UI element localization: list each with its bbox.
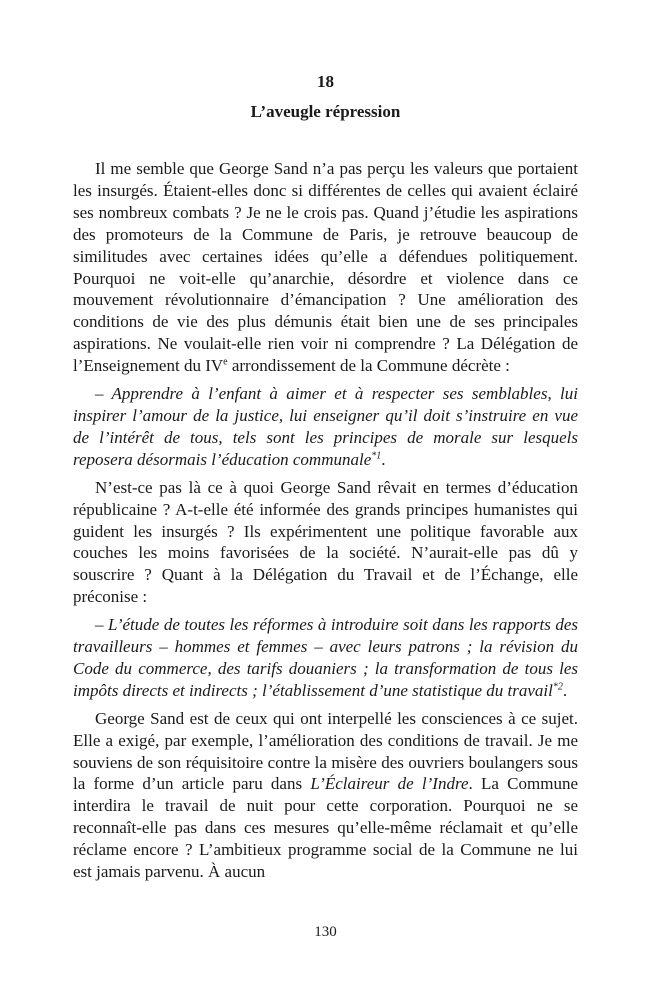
paragraph-2: N’est-ce pas là ce à quoi George Sand rêvait en termes d’éducation républicaine ? A-t-elle été informée des grands principes humanistes qui guident les insurgés ? Ils expérimentent une politique favorable aux couches les moins favorisées de la société. N’aurait-elle pas dû y souscrire ? Quant à la Délégation du Travail et de l’Échange, elle préconise : <box>73 477 578 607</box>
paragraph-3-text: George Sand est de ceux qui ont interpellé les consciences à ce sujet. Elle a exigé, par exemple, l’amélioration des conditions de travail. Je me souviens de son réquisitoire contre la misère des ouvriers boulangers sous la forme d’un article paru dans <box>73 708 578 794</box>
chapter-number: 18 <box>317 72 334 91</box>
paragraph-3 <box>73 708 578 883</box>
page-number: 130 <box>314 924 337 940</box>
quote-1-end: . <box>381 449 386 469</box>
body-text <box>73 158 578 889</box>
newspaper-title: L’Éclaireur de l’Indre <box>310 774 469 794</box>
footnote-ref-1: *1 <box>371 450 382 462</box>
paragraph-1-text: Il me semble que George Sand n’a pas perçu les valeurs que portaient les insurgés. Étaient-elles donc si différentes de celles qui avaient éclairé ses nombreux combats ? Je ne le crois pas. Quand j’étudie les aspirations des promoteurs de la Commune de Paris, je retrouve beaucoup de similitudes avec certaines idées qu’elle a défendues politiquement. Pourquoi ne voit-elle qu’anarchie, désordre et violence dans ce mouvement révolutionnaire d’émancipation ? Une amélioration des conditions de vie des plus démunis était bien une de ses principales aspirations. Ne voulait-elle rien voir ni comprendre ? La Délégation de l’Enseignement du IV <box>73 159 578 376</box>
paragraph-1 <box>73 158 578 377</box>
quote-2-text: – L’étude de toutes les réformes à introduire soit dans les rapports des travailleurs – hommes et femmes – avec leurs patrons ; la révision du Code du commerce, des tarifs douaniers ; la transformation de tous les impôts directs et indirects ; l’établissement d’une statistique du travail <box>73 615 578 700</box>
quote-1-text: – Apprendre à l’enfant à aimer et à respecter ses semblables, lui inspirer l’amour de la justice, lui enseigner qu’il doit s’instruire en vue de l’intérêt de tous, tels sont les principes de morale sur lesquels reposera désormais l’éducation communale <box>73 384 578 469</box>
quote-1 <box>73 383 578 471</box>
superscript-e: e <box>223 356 228 368</box>
footnote-ref-2: *2 <box>552 681 563 693</box>
paragraph-1-text-end: arrondissement de la Commune décrète : <box>227 356 510 376</box>
quote-2 <box>73 614 578 702</box>
chapter-title: L’aveugle répression <box>250 102 401 121</box>
quote-2-end: . <box>562 680 568 700</box>
paragraph-3-text-end: . La Commune interdira le travail de nuit pour cette corporation. Pourquoi ne se reconnaît-elle pas dans ces mesures qu’elle-même réclamait et qu’elle réclame encore ? L’ambitieux programme social de la Commune ne lui est jamais parvenu. À aucun <box>73 774 578 882</box>
